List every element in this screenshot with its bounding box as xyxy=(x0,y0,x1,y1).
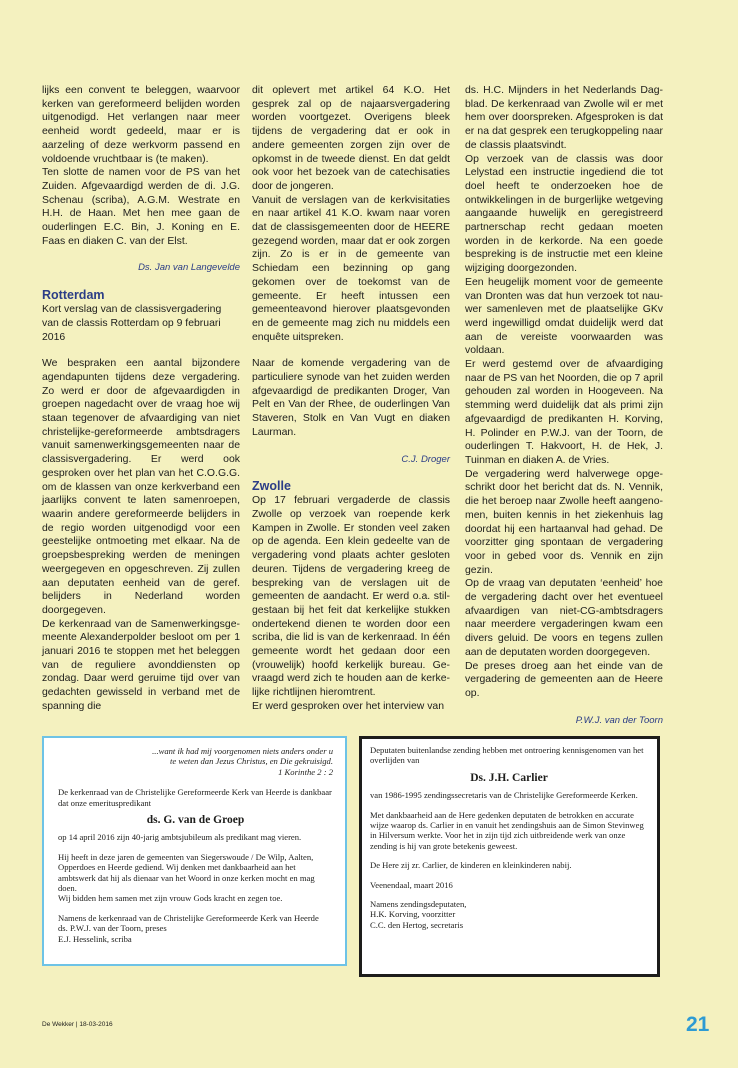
paragraph: Op verzoek van de classis was door Lelystad een instructie ingediend die tot doel heeft te onderzoeken hoe de ontwikkelingen in de burgerlijke wetgeving aangaande huwelijk en geregistreerd partnerschap recht gedaan moeten worden in de kerkorde. Na een goede bespreking is de instructie met een kleine wijziging doorgezonden. xyxy=(465,153,663,275)
signatory: H.K. Korving, voorzitter xyxy=(370,909,456,920)
signatory: C.C. den Hertog, secretaris xyxy=(370,919,464,930)
paragraph: Naar de komende vergadering van de particuliere synode van het zuiden werden afgevaardigd de predikanten Droger, Van Pelt en Van der Rhee, de ouderlingen Van Staveren, Stolk en Van Vugt en diaken Laurman. xyxy=(252,358,450,438)
footer-publication-date: De Wekker | 18-03-2016 xyxy=(42,1021,113,1028)
paragraph: De kerkenraad van de Samenwerkingsgemeente Alexanderpolder besloot om per 1 januari 2016 te stoppen met het beleggen van de reguliere avonddiensten op zondag. Daar werd geruime tijd over van gedachten gewisseld in verband met de spanning die xyxy=(42,618,240,712)
deceased-name: Ds. J.H. Carlier xyxy=(470,771,548,784)
paragraph: ds. H.C. Mijnders in het Nederlands Dagblad. De kerkenraad van Zwolle wil er met hem over doorspreken. Afgesproken is dat er na dat gesprek een terugkoppeling naar de classis plaatsvindt. xyxy=(465,85,663,151)
author-signature: P.W.J. van der Toorn xyxy=(575,714,663,726)
announcement-text: De Here zij zr. Carlier, de kinderen en kleinkinderen nabij. xyxy=(370,860,572,871)
signatory: Namens de kerkenraad van de Christelijke Gereformeerde Kerk van Heerde xyxy=(58,912,319,923)
page-number: 21 xyxy=(686,1013,710,1036)
signatory: ds. P.W.J. van der Toorn, preses xyxy=(58,923,167,934)
place-date: Veenendaal, maart 2016 xyxy=(370,879,453,890)
bible-quote-line: ...want ik had mij voorgenomen niets anders onder u xyxy=(152,746,333,756)
signatory: Namens zendingsdeputaten, xyxy=(370,899,467,910)
signatory: E.J. Hesselink, scriba xyxy=(58,933,132,944)
paragraph: Ten slotte de namen voor de PS van het Zuiden. Afgevaardigd werden de di. J.G. Schenau (scriba), A.G.M. Westrate en H.H. de Haan. Met hen mee gaan de ouderlingen E.C. Bin, J. Koning en E. Faas en diaken C. van der Elst. xyxy=(42,167,240,247)
author-signature: Ds. Jan van Langevelde xyxy=(138,262,240,274)
announcement-text: Met dankbaarheid aan de Here gedenken deputaten de betrokken en accurate wijze waarop ds. Carlier in en vanuit het zendingshuis aan de Simon Stevinweg in Hilversum werkte. Voor het in zijn tijd zich uitbreidende werk van onze zending is hij van grote betekenis geweest. xyxy=(370,809,644,851)
paragraph: Een heugelijk moment voor de gemeente van Dronten was dat hun verzoek tot nauwer samenleven met de plaatselijke GKv werd ingewilligd omdat duidelijk werd dat aan de vereiste voorwaarden was voldaan. xyxy=(465,276,663,357)
jubilee-announcement xyxy=(42,736,347,966)
paragraph: Op de vraag van deputaten ‘eenheid’ hoe de vergadering dacht over het eventueel afvaardigen van niet-CG-ambtsdragers naar meerdere vergaderingen kwam een divers geluid. De voors en tegens zullen aan de deputaten worden doorgegeven. xyxy=(465,578,663,658)
paragraph: De preses droeg aan het einde van de vergadering de gemeenten aan de Heere op. xyxy=(465,660,663,699)
announcement-text: Hij heeft in deze jaren de gemeenten van Siegerswoude / De Wilp, Aalten, Opperdoes en Heerde gediend. Wij denken met dankbaarheid aan het ambtswerk dat hij als dienaar van het Woord in onze kerken mocht en mag doen. xyxy=(58,851,315,894)
obituary-announcement xyxy=(359,736,660,977)
paragraph: dit oplevert met artikel 64 K.O. Het gesprek zal op de najaarsvergadering worden voortgezet. Overigens bleek tijdens de vergadering dat er ook in andere gemeenten zorgen zijn over de opkomst in de tweede dienst. En dat geldt ook voor het bezoek van de catechisaties door de jongeren. xyxy=(252,85,450,192)
paragraph: Er werd gestemd over de afvaardiging naar de PS van het Noorden, die op 7 april gehouden zal worden in Hoogeveen. Na stemming werd duidelijk dat als primi zijn afgevaardigd de predikanten H. Korving, H. Polinder en P.W.J. van der Toorn, de ouderlingen T. Hakvoort, H. de Hek, J. Tuinman en diaken A. de Vries. xyxy=(465,359,663,466)
section-heading-rotterdam: Rotterdam xyxy=(42,288,105,303)
author-signature: C.J. Droger xyxy=(401,453,450,465)
paragraph: Er werd gesproken over het interview van xyxy=(252,700,445,712)
announcement-text: De kerkenraad van de Christelijke Gereformeerde Kerk van Heerde is dankbaar dat onze emerituspredikant xyxy=(58,787,332,808)
bible-quote-line: te weten dan Jezus Christus, en Die gekruisigd. xyxy=(169,756,333,767)
paragraph: Vanuit de verslagen van de kerkvisitaties en naar artikel 41 K.O. kwam naar voren dat de classisgemeenten door de HEERE gezegend worden, maar dat er ook zorgen zijn. Zo is er in de gemeente van Schiedam een bezinning op gang gekomen over de toekomst van de gemeente. Er heeft intussen een gemeenteavond hierover plaatsgevonden en de gemeente mag zich nu middels een enquête uitspreken. xyxy=(252,194,450,343)
section-heading-zwolle: Zwolle xyxy=(252,479,291,494)
paragraph: lijks een convent te beleggen, waarvoor kerken van gereformeerd belijden worden uitgenodigd. Het verlangen naar meer eenheid wordt gedeeld, maar er is aarzeling of deze werkvorm passend en voldoende vruchtbaar is (te maken). xyxy=(42,85,240,165)
announcement-text: Wij bidden hem samen met zijn vrouw Gods kracht en zegen toe. xyxy=(58,893,283,904)
section-intro: Kort verslag van de classisvergadering van de classis Rotterdam op 9 februari 2016 xyxy=(42,304,222,343)
honoree-name: ds. G. van de Groep xyxy=(146,814,245,827)
paragraph: Op 17 februari vergaderde de classis Zwolle op verzoek van roepende kerk Kampen in Zwolle. Er stonden veel zaken op de agenda. Een klein gedeelte van de vergadering vond plaats achter gesloten deuren. Tijdens de vergadering kreeg de bespreking van de verslagen uit de gemeenten de aandacht. Er werd o.a. stilgestaan bij het feit dat kerkelijke stukken ondertekend dienen te worden door een scriba, die lid is van de kerkenraad. In één gemeente wordt het gedaan door een (vrouwelijk) hoofd kerkelijk bureau. Gevraagd werd zich te houden aan de kerkelijke richtlijnen hieromtrent. xyxy=(252,495,450,699)
announcement-text: van 1986-1995 zendingssecretaris van de Christelijke Gereformeerde Kerken. xyxy=(370,790,638,801)
announcement-text: op 14 april 2016 zijn 40-jarig ambtsjubileum als predikant mag vieren. xyxy=(58,832,302,843)
announcement-text: Deputaten buitenlandse zending hebben met ontroering kennisgenomen van het overlijden van xyxy=(370,745,644,766)
article-column-3 xyxy=(465,84,663,727)
paragraph: We bespraken een aantal bijzondere agendapunten tijdens deze vergadering. Zo werd er door de afgevaardigden in groepen nagedacht over de vraag hoe wij staan tegenover de afvaardiging van niet christelijke-gereformeerde ambtsdragers vanuit samenwerkingsgemeenten naar de classisvergadering. Er werd ook gesproken over het plan van het C.O.G.G. om de klassen van onze kerkverband een jaarlijks convent te laten samenroepen, waarin andere gereformeerde belijders in de regio worden uitgenodigd voor een geestelijke ontmoeting met elkaar. Na de groepsbespreking werden de meningen weergegeven en opgeschreven. Zij zullen aan deputaten eenheid van de geref. belijders in Nederland worden doorgegeven. xyxy=(42,358,240,616)
article-column-1 xyxy=(42,84,240,714)
paragraph: De vergadering werd halverwege opgeschrikt door het bericht dat ds. N. Vennik, die het beroep naar Zwolle heeft aangenomen, buiten kennis in het ziekenhuis lag doordat hij een hartaanval had gehad. De voorzitter ging spontaan de vergadering voor in gebed voor ds. Vennik en zijn gezin. xyxy=(465,468,663,576)
bible-quote-reference: 1 Korinthe 2 : 2 xyxy=(278,766,333,777)
article-column-2 xyxy=(252,84,450,714)
